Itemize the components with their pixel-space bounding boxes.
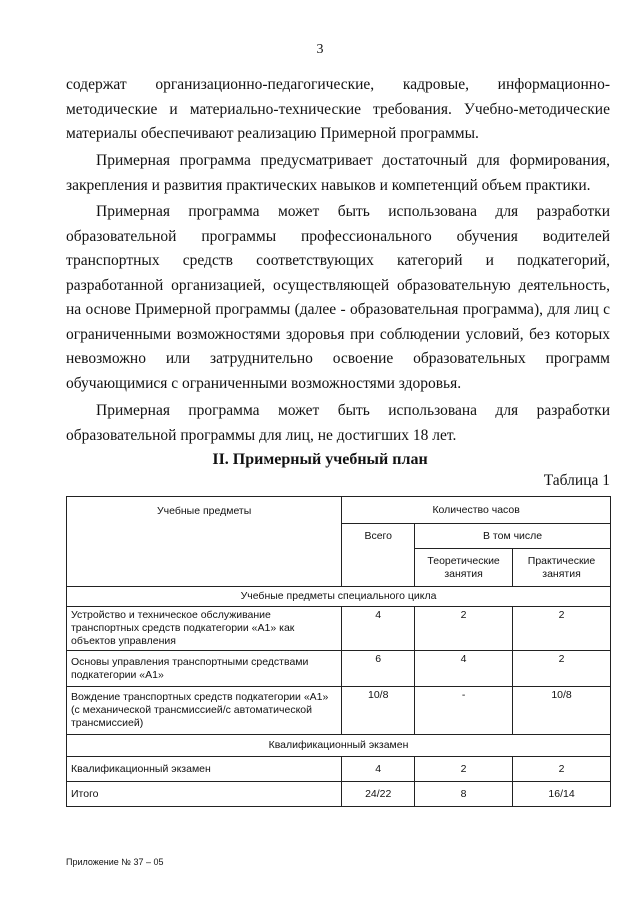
table-caption: Таблица 1 [543,472,610,489]
hours-theory: - [415,687,513,735]
hours-total: 6 [342,651,415,687]
hours-practice: 16/14 [513,782,611,807]
hours-practice: 10/8 [513,687,611,735]
paragraph-4: Примерная программа может быть использована для разработки образовательной программы для лиц, не достигших 18 лет. [66,402,610,444]
table-row [67,607,611,651]
paragraph-2: Примерная программа предусматривает достаточный для формирования, закрепления и развития практических навыков и компетенций объем практики. [66,152,610,194]
header-practice: Практические занятия [513,549,611,587]
header-including: В том числе [415,524,611,549]
paragraph-3: Примерная программа может быть использована для разработки образовательной программы профессионального обучения водителей транспортных средств соответствующих категорий и подкатегорий, разработанной организацией, осуществляющей образовательную деятельность, на основе Примерной программы (далее - образовательная программа), для лиц с ограниченными возможностями здоровья при соблюдении условий, без которых невозможно или затруднительно освоение образовательных программ обучающимися с ограниченными возможностями здоровья. [66,203,610,392]
hours-theory: 8 [415,782,513,807]
paragraph-1: содержат организационно-педагогические, кадровые, информационно-методические и материально-технические требования. Учебно-методические материалы обеспечивают реализацию Примерной программы. [66,76,610,142]
subject-name: Вождение транспортных средств подкатегории «А1» (с механической трансмиссией/с автоматической трансмиссией) [67,687,342,735]
section-qualification-exam: Квалификационный экзамен [67,735,611,757]
section-special-cycle: Учебные предметы специального цикла [67,587,611,607]
header-subjects: Учебные предметы [67,497,342,587]
table-header-row [67,497,611,524]
subject-name: Основы управления транспортными средствами подкатегории «А1» [67,651,342,687]
header-total: Всего [342,524,415,587]
subject-name: Итого [67,782,342,807]
hours-practice: 2 [513,651,611,687]
subject-name: Устройство и техническое обслуживание транспортных средств подкатегории «А1» как объектов управления [67,607,342,651]
subject-name: Квалификационный экзамен [67,757,342,782]
hours-total: 24/22 [342,782,415,807]
hours-theory: 2 [415,607,513,651]
table-row [67,651,611,687]
page-number: 3 [316,42,324,57]
hours-theory: 4 [415,651,513,687]
table-row-total [67,782,611,807]
footer-appendix-note: Приложение № 37 – 05 [66,857,164,867]
hours-practice: 2 [513,757,611,782]
header-hours: Количество часов [342,497,611,524]
section-title: II. Примерный учебный план [212,451,428,468]
header-theory: Теоретические занятия [415,549,513,587]
table-row [67,757,611,782]
curriculum-table [66,496,611,807]
table-section-row [67,735,611,757]
hours-total: 10/8 [342,687,415,735]
hours-theory: 2 [415,757,513,782]
hours-practice: 2 [513,607,611,651]
hours-total: 4 [342,757,415,782]
hours-total: 4 [342,607,415,651]
table-section-row [67,587,611,607]
table-row [67,687,611,735]
